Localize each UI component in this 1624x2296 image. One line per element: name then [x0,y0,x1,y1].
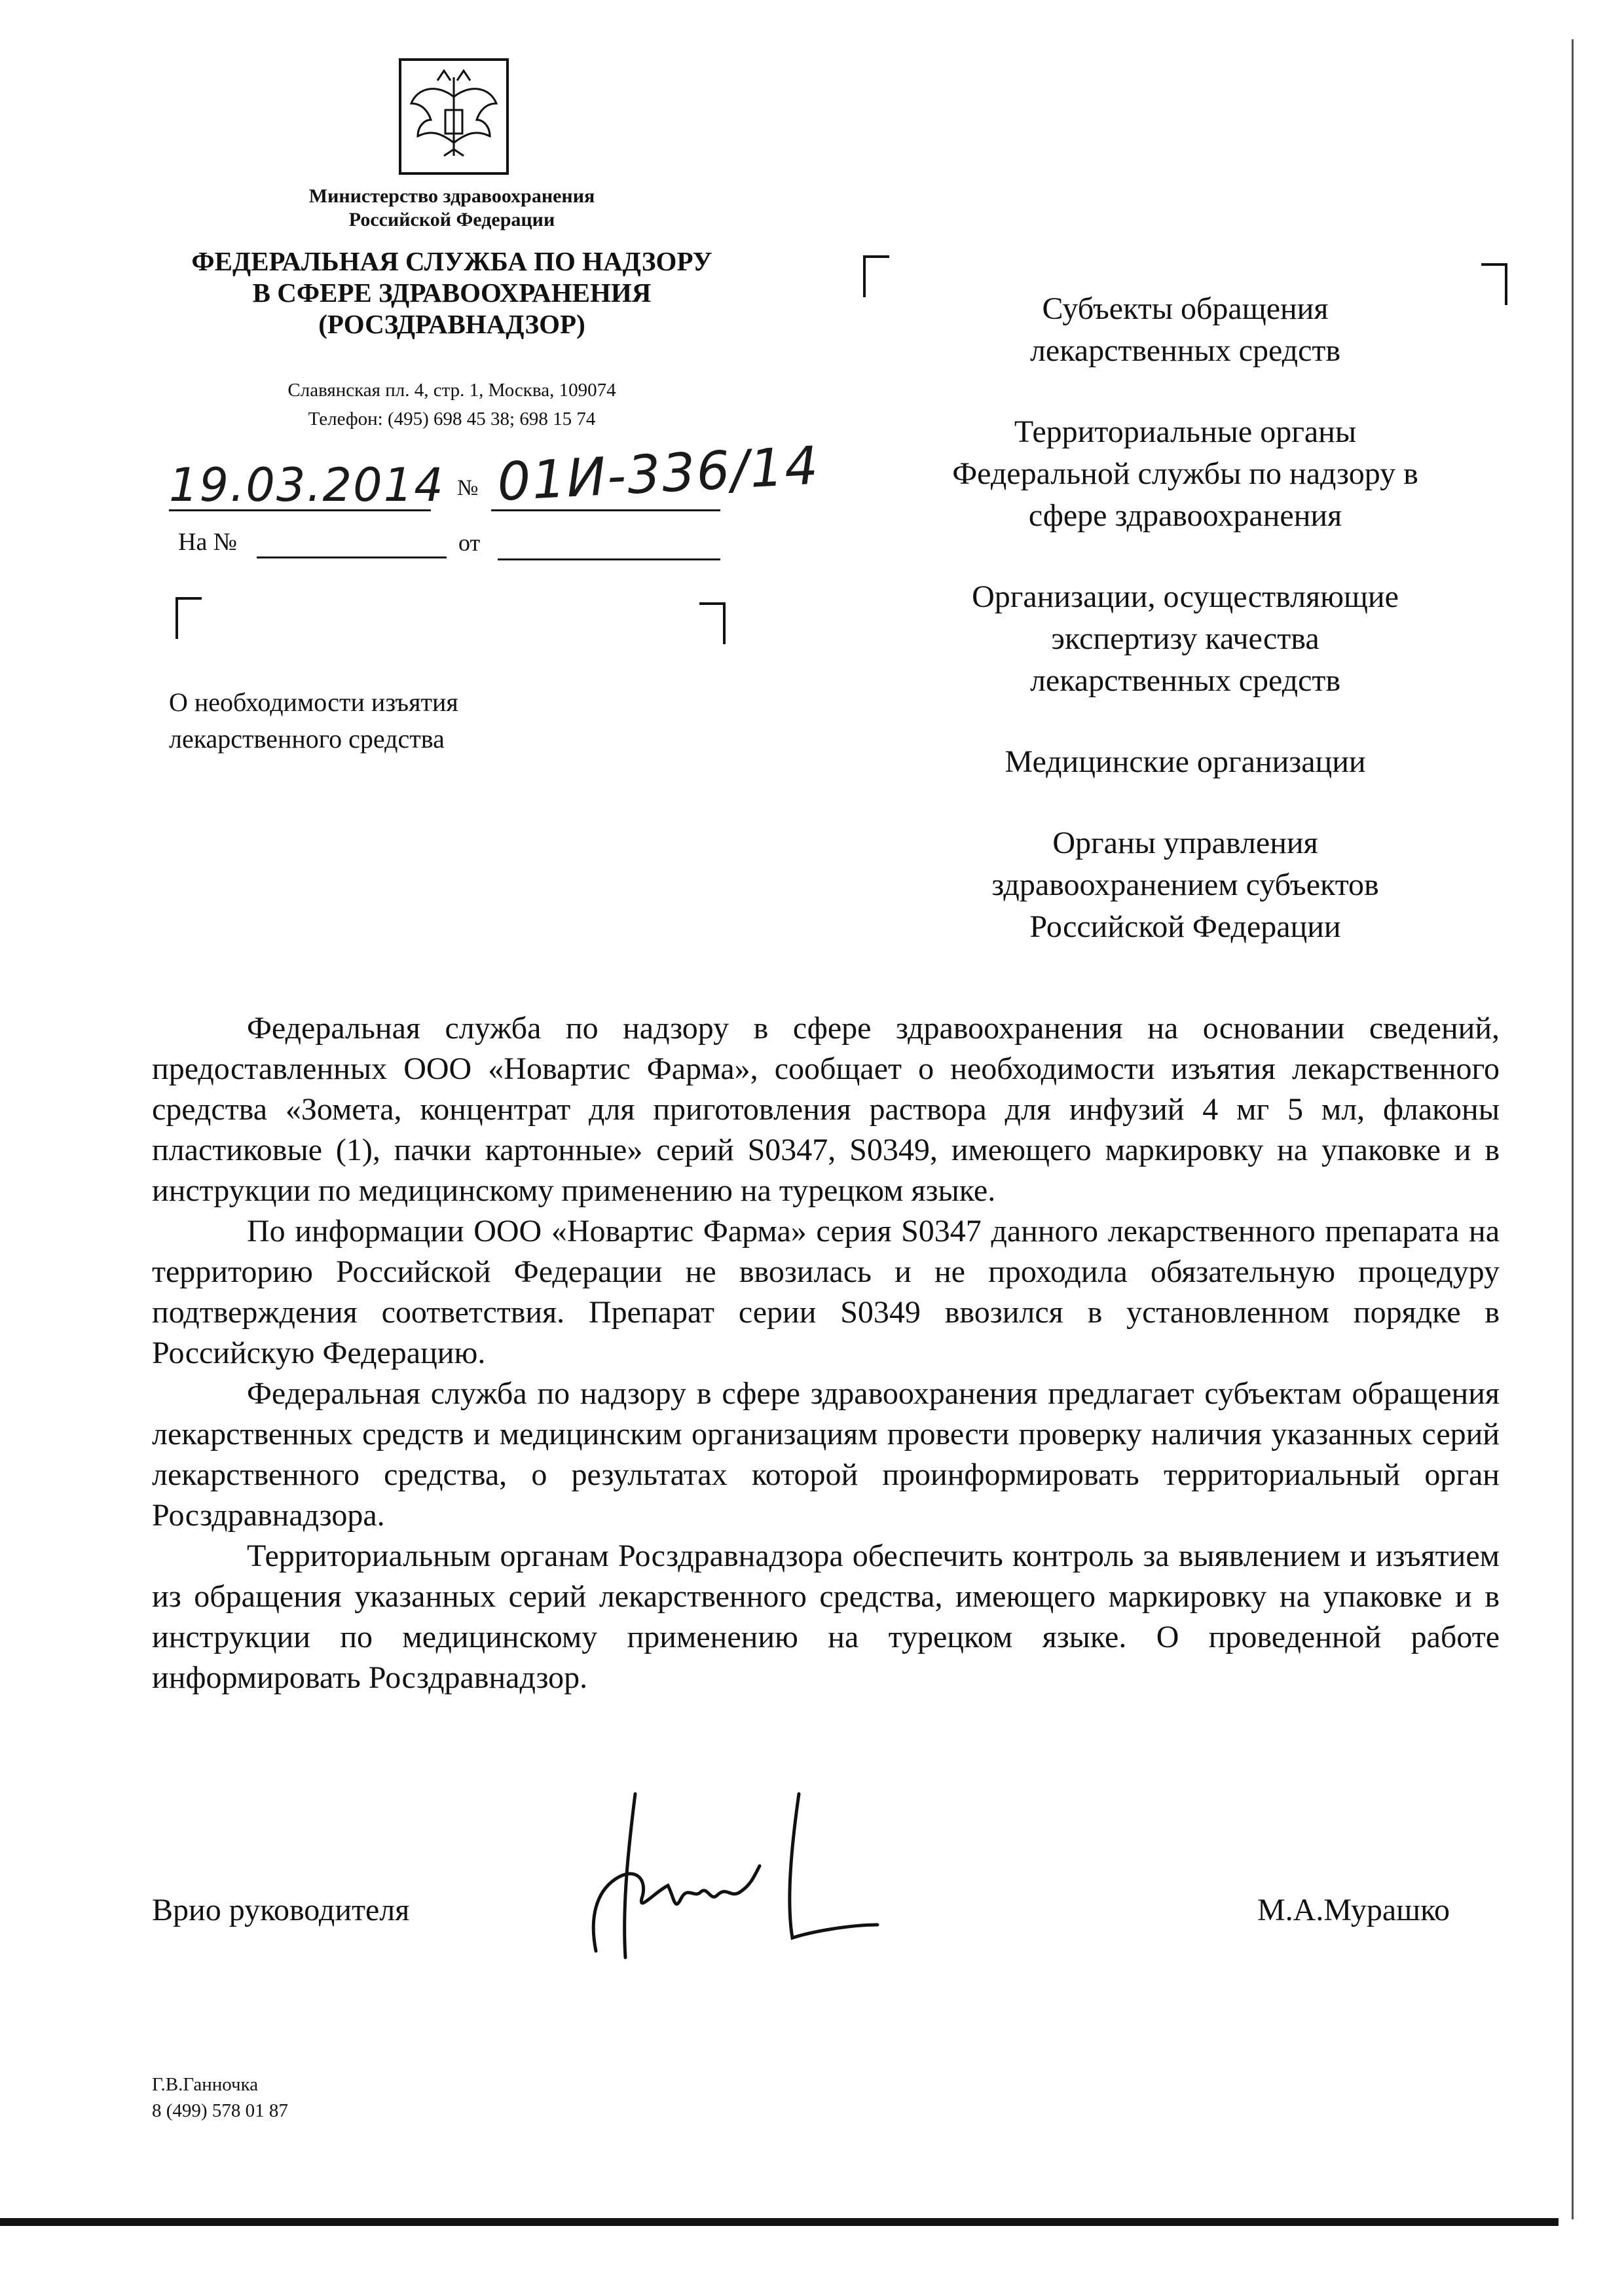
ministry-name [229,185,674,232]
recipient-line: Российской Федерации [1029,909,1341,944]
coat-of-arms-icon [398,58,509,175]
bottom-rule [0,2218,1559,2226]
subject-corner-left [175,597,202,639]
recipient-line: лекарственных средств [1029,663,1341,698]
recipient-line: Органы управления [1052,826,1318,860]
service-line: В СФЕРЕ ЗДРАВООХРАНЕНИЯ [252,278,652,308]
service-name [157,246,747,340]
document-number: 01И-336/14 [496,435,821,513]
signature-icon [576,1768,891,1964]
address-line: Славянская пл. 4, стр. 1, Москва, 109074 [287,380,616,401]
subject-line: О необходимости изъятия [169,687,458,717]
service-line: ФЕДЕРАЛЬНАЯ СЛУЖБА ПО НАДЗОРУ [191,246,712,276]
recipient-group [851,576,1519,702]
signatory-name: М.А.Мурашко [1257,1893,1450,1927]
subject-line: лекарственного средства [169,724,445,754]
number-underline [491,509,720,511]
phone-line: Телефон: (495) 698 45 38; 698 15 74 [308,409,596,429]
subject-corner-right [699,602,726,644]
letter-subject [169,684,627,757]
document-date: 19.03.2014 [169,458,445,512]
body-paragraph: По информации ООО «Новартис Фарма» серия S0347 данного лекарственного препарата на территорию Российской Федерации не ввозилась и не проходила обязательную процедуру подтверждения соответствия. Препарат серии S0349 ввозился в установленном порядке в Российскую Федерацию. [152,1214,1500,1370]
recipients-block [851,288,1519,987]
recipient-line: Организации, осуществляющие [972,579,1399,614]
date-underline [169,509,431,511]
service-line: (РОСЗДРАВНАДЗОР) [318,309,585,339]
reply-date-label: от [458,530,481,556]
executor-block [152,2071,288,2124]
recipient-group [851,822,1519,948]
recipient-line: Медицинские организации [1005,744,1366,779]
recipient-line: Субъекты обращения [1042,291,1329,326]
recipient-group [851,741,1519,783]
number-label: № [457,476,479,500]
body-paragraph: Федеральная служба по надзору в сфере здравоохранения на основании сведений, предоставленных ООО «Новартис Фарма», сообщает о необходимости изъятия лекарственного средства «Зомета, концентрат для приготовления раствора для инфузий 4 мг 5 мл, флаконы пластиковые (1), пачки картонные» серий S0347, S0349, имеющего маркировку на упаковке и в инструкции по медицинскому применению на турецком языке. [152,1011,1500,1208]
reply-number-label: На № [178,528,238,556]
ministry-line: Министерство здравоохранения [308,185,595,207]
body-paragraph: Федеральная служба по надзору в сфере здравоохранения предлагает субъектам обращения лекарственных средств и медицинским организациям провести проверку наличия указанных серий лекарственного средства, о результатах которой проинформировать территориальный орган Росздравнадзора. [152,1376,1500,1533]
recipient-line: Территориальные органы [1014,414,1357,449]
executor-name: Г.В.Ганночка [152,2074,259,2095]
recipient-group [851,411,1519,537]
reply-date-line [498,558,720,560]
ministry-line: Российской Федерации [348,209,555,230]
reply-number-line [257,556,447,558]
scan-edge-line [1572,39,1574,2219]
recipient-line: сфере здравоохранения [1028,498,1342,533]
sender-address [183,376,720,433]
executor-phone: 8 (499) 578 01 87 [152,2100,288,2121]
letter-body [152,1008,1500,1698]
signatory-title: Врио руководителя [152,1893,410,1927]
body-paragraph: Территориальным органам Росздравнадзора обеспечить контроль за выявлением и изъятием из обращения указанных серий лекарственного средства, имеющего маркировку на упаковке и в инструкции по медицинскому применению на турецком языке. О проведенной работе информировать Росздравнадзор. [152,1539,1500,1695]
recipient-line: лекарственных средств [1029,333,1341,368]
recipient-line: Федеральной службы по надзору в [952,456,1418,491]
recipient-group [851,288,1519,372]
recipient-line: здравоохранением субъектов [991,867,1379,902]
recipient-line: экспертизу качества [1051,621,1320,656]
